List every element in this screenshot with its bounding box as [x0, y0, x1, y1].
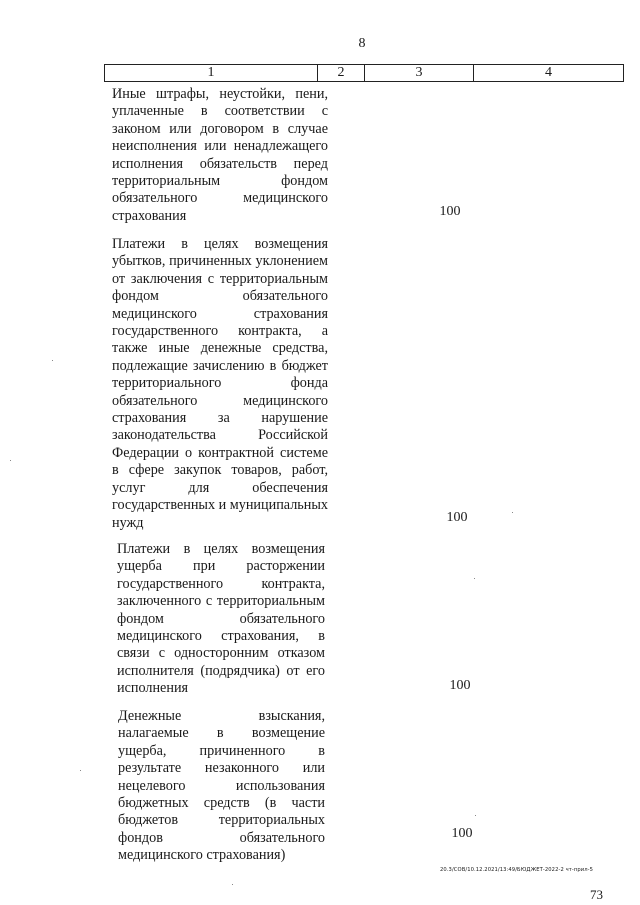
- row-1-value: 100: [439, 204, 461, 219]
- header-cell-4: 4: [474, 65, 624, 82]
- header-row: [105, 65, 624, 82]
- header-cell-3: 3: [365, 65, 474, 82]
- row-1-text: Иные штрафы, неустойки, пени, уплаченные в соответствии с законом или договором в случае неисполнения или ненадлежащего исполнения обязательств перед территориальным фондом обязательного медицинского страхования: [112, 86, 328, 224]
- header-cell-1: 1: [105, 65, 318, 82]
- scan-speck: [52, 360, 53, 361]
- scan-speck: [10, 460, 11, 461]
- footer-document-code: 20.3/СОВ/10.12.2021/13:49/БЮДЖЕТ-2022-2 чт-прил-5: [440, 867, 593, 873]
- scan-speck: [475, 815, 476, 816]
- page-number-top: 8: [358, 36, 366, 51]
- row-3-text: Платежи в целях возмещения ущерба при расторжении государственного контракта, заключенного с территориальным фондом обязательного медицинского страхования, в связи с односторонним отказом исполнителя (подрядчика) от его исполнения: [117, 541, 325, 697]
- page-number-bottom: 73: [590, 887, 603, 902]
- column-header-table: [104, 64, 624, 82]
- scan-speck: [474, 578, 475, 579]
- header-cell-2: 2: [318, 65, 365, 82]
- row-4-value: 100: [451, 826, 473, 841]
- scan-speck: [80, 770, 81, 771]
- row-3-value: 100: [449, 678, 471, 693]
- scan-speck: [512, 512, 513, 513]
- row-2-text: Платежи в целях возмещения убытков, причиненных уклонением от заключения с территориальным фондом обязательного медицинского страхования государственного контракта, а также иные денежные средства, подлежащие зачислению в бюджет территориального фонда обязательного медицинского страхования за нарушение законодательства Российской Федерации о контрактной системе в сфере закупок товаров, работ, услуг для обеспечения государственных и муниципальных нужд: [112, 236, 328, 531]
- row-2-value: 100: [446, 510, 468, 525]
- scan-speck: [232, 884, 233, 885]
- row-4-text: Денежные взыскания, налагаемые в возмещение ущерба, причиненного в результате незаконного или нецелевого использования бюджетных средств (в части бюджетов территориальных фондов обязательного медицинского страхования): [118, 708, 325, 864]
